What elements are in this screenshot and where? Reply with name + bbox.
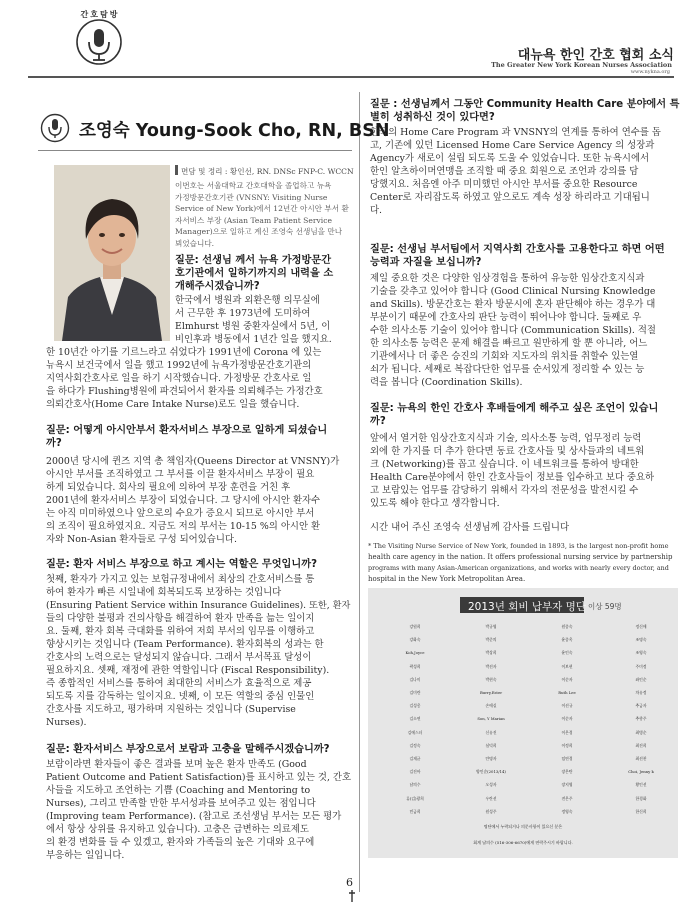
- body-line: 의뢰간호사(Home Care Intake Nurse)로도 일을 했습니다.: [46, 399, 300, 410]
- donor-name: 김진아: [409, 769, 421, 775]
- body-line: 2001년에 환자서비스 부장이 되었습니다. 그 당시에 아시안 환자수: [46, 495, 321, 506]
- donor-name: 최진희: [635, 742, 647, 748]
- donor-name: 최병순: [635, 729, 647, 735]
- donor-name: 원성주: [485, 808, 497, 814]
- donor-name: 조영숙: [635, 650, 647, 656]
- donor-name: 임연경: [561, 756, 573, 761]
- closing-thanks: 시간 내어 주신 조영숙 선생님께 감사를 드립니다: [370, 522, 570, 533]
- donor-name: 곽성희: [409, 663, 421, 669]
- donor-name: 한경화: [635, 795, 647, 801]
- donor-name: 추향주: [635, 716, 647, 722]
- donor-name: 심덕희: [485, 742, 497, 748]
- page-number: 6: [346, 876, 353, 889]
- donor-name: Burry,Ester: [479, 690, 503, 695]
- question-heading: 질문: 선생님 부서팀에서 지역사회 간호사를 고용한다고 하면 어떤: [370, 244, 665, 255]
- question-heading: 질문: 환자 서비스 부장으로 하고 계시는 역할은 무엇입니까?: [46, 559, 317, 570]
- donor-name: 추금자: [635, 703, 647, 709]
- donor-name: 김에스더: [407, 729, 423, 735]
- donor-name: 차유정: [635, 690, 647, 695]
- donor-name: 이은경: [561, 729, 573, 735]
- donor-name: 우란선: [485, 795, 497, 801]
- donor-name: 박준의: [485, 637, 497, 643]
- interview-credit: 면담 및 정리 : 황인선, RN. DNSc FNP-C. WCCN: [175, 165, 353, 178]
- donor-list-header: [368, 597, 678, 613]
- question-heading: 호기관에서 일하기까지의 내력을 소: [175, 268, 334, 279]
- name-rule: [38, 150, 352, 151]
- donor-name: 이보현: [561, 663, 573, 669]
- body-line: 있도록 해야 한다고 생각합니다.: [370, 498, 500, 509]
- body-line: 크 (Networking)를 꼽고 싶습니다. 이 네트워크를 통하여 방대한: [370, 459, 639, 470]
- body-line: 한국의 Home Care Program 과 VNSNY의 연계를 통하여 연수를 돕: [370, 127, 661, 138]
- body-line: 다.: [370, 205, 383, 216]
- question-heading: 질문 : 선생님께서 그동안 Community Health Care 분야에서 특: [370, 99, 680, 110]
- body-line: (Improving team Performance). (참고로 조선생님 부서는 모든 평가: [46, 811, 342, 822]
- body-line: 고, 기존에 있던 Licensed Home Care Service Agency 의 성장과: [370, 140, 655, 151]
- donor-name: 장은탄: [561, 769, 573, 775]
- body-line: 첫째, 환자가 가지고 있는 보험규정내에서 최상의 간호서비스를 통: [46, 574, 315, 585]
- question-heading: 능력과 자질을 보십니까?: [370, 257, 482, 268]
- body-line: (Ensuring Patient Service within Insurance Guidelines). 또한, 환자: [46, 600, 351, 611]
- donor-count: 이상 59명: [588, 602, 622, 611]
- donor-name: Ruth Lee: [558, 690, 576, 695]
- question-heading: 질문: 뉴욕의 한인 간호사 후배들에게 해주고 싶은 조언이 있습니: [370, 403, 659, 414]
- question-heading: 개해주시겠습니까?: [175, 281, 260, 292]
- body-line: 수한 의사소통 기술이 있어야 합니다 (Communication Skills). 적절: [370, 325, 656, 336]
- donor-name: 강원희: [409, 624, 421, 629]
- donor-name: 신유진: [485, 729, 497, 735]
- body-line: 쇠가 됩니다. 세째로 복잡다단한 업무를 순서있게 정리할 수 있는 능: [370, 364, 645, 375]
- donor-name: 안명자: [485, 756, 497, 761]
- newsletter-subtitle: The Greater New York Korean Nurses Association: [491, 61, 672, 69]
- body-line: Nurses).: [46, 717, 87, 728]
- donor-footer-line: 회계 남의수 (516-306-6670)에게 연락주시기 바랍니다.: [473, 840, 573, 845]
- body-line: Health Care분야에서 한인 간호사들이 정보를 입수하고 보다 중요하: [370, 472, 655, 483]
- donor-name: 한신희: [635, 808, 647, 814]
- donor-list-box: [368, 588, 678, 858]
- donor-name: 윤인숙: [561, 650, 573, 656]
- donor-name: 황인선: [635, 782, 647, 788]
- body-line: Nurses), 그리고 만족할 만한 부서성과를 보여주고 있는 점입니다: [46, 798, 316, 809]
- body-line: 부응하는 일입니다.: [46, 850, 125, 861]
- body-line: 의 조직이 필요하였지요. 지금도 저의 부서는 10-15 %의 아시안 환: [46, 521, 321, 532]
- donor-name: 양인순(2013/14): [476, 769, 506, 775]
- donor-name: 조명숙: [635, 637, 647, 643]
- body-line: Elmhurst 병원 중환자실에서 5년, 이: [175, 321, 331, 332]
- body-line: 부분이기 때문에 간호사의 판단 능력이 뛰어나야 합니다. 둘째로 우: [370, 312, 642, 323]
- donor-name: 전은주: [561, 795, 573, 801]
- body-line: 을 하다가 Flushing병원에 파견되어서 환자를 의뢰해주는 가정간호: [46, 386, 323, 397]
- donor-name: 이순자: [561, 716, 573, 722]
- donor-name: 정신애: [635, 624, 647, 629]
- body-line: 고 보람있는 업무를 감당하기 위해서 각자의 전문성을 발전시킬 수: [370, 485, 639, 496]
- body-line: 서 근무한 후 1973년에 도미하여: [175, 308, 311, 319]
- question-heading: 질문: 환자서비스 부장으로서 보람과 고충을 말해주시겠습니까?: [46, 744, 330, 755]
- donor-name: 김정숙: [409, 742, 421, 748]
- body-line: 하게 되었습니다. 회사의 필요에 의하여 부장 훈련을 거친 후: [46, 482, 291, 493]
- body-line: 보람이라면 환자들이 좋은 결과를 보며 높은 환자 만족도 (Good: [46, 759, 307, 770]
- body-line: 지역사회간호사로 일을 하기 시작했습니다. 가정방문 간호사로 일: [46, 373, 312, 384]
- body-line: Center로 자리잡도록 하였고 앞으로도 계속 성장 하리라고 기대됩니: [370, 192, 650, 203]
- body-line: 필요하지요. 셋째, 재정에 관한 역할입니다 (Fiscal Responsibility).: [46, 665, 330, 676]
- donor-name: 박규영: [485, 624, 497, 629]
- donor-name: 김미란: [409, 690, 421, 695]
- donor-name: 이정희: [561, 742, 573, 748]
- body-line: 요. 둘째, 환자 회복 극대화를 위하여 저희 부서의 임무를 이행하고: [46, 626, 315, 637]
- body-line: 비인후과 병동에서 1년간 일을 했지요.: [175, 334, 332, 345]
- body-line: 에서 항상 상위를 유지하고 있습니다). 고충은 급변하는 의료제도: [46, 824, 309, 835]
- body-line: 제일 중요한 것은 다양한 임상경험을 통하여 유능한 임상간호지식과: [370, 273, 645, 284]
- donor-list-title: 2013년 회비 납부자 명단: [468, 601, 586, 613]
- donor-name: 남의수: [409, 782, 421, 788]
- body-line: 들의 다양한 불평과 건의사항을 해결하여 환자 만족을 늚는 일이지: [46, 613, 315, 624]
- nursing-visit-logo: [74, 12, 124, 68]
- donor-name: 박현숙: [485, 676, 497, 682]
- donor-name: 손애실: [485, 703, 497, 709]
- body-line: 되도록 지를 감독하는 일이지요. 넷째, 이 모든 역할의 중심 인물인: [46, 691, 315, 702]
- body-line: 당했지요. 처음엔 아주 미미했던 아시안 부서를 중요한 Resource: [370, 179, 638, 190]
- body-line: 즉 종합적인 서비스를 통하여 최대한의 서비스가 효율적으로 제공: [46, 678, 312, 689]
- body-line: 하여 환자가 빠른 시일내에 회복되도록 보장하는 것입니다: [46, 587, 282, 598]
- body-line: Patient Outcome and Patient Satisfaction)를 표시하고 있는 것, 간호: [46, 772, 352, 783]
- newsletter-url: www.nykna.org: [630, 69, 670, 75]
- donor-footer-line: 명단에서 누락되거나 의문사항이 있으신 분은: [483, 824, 563, 829]
- page-ornament-icon: [348, 890, 356, 902]
- donor-name: 김재균: [409, 756, 421, 761]
- question-heading: 별히 성취하신 것이 있다면?: [370, 112, 495, 123]
- question-heading: 질문: 선생님 께서 뉴욕 가정방문간: [175, 255, 332, 266]
- donor-name: 원종숙: [561, 624, 573, 629]
- header-rule: [28, 76, 674, 78]
- interviewee-name: 조영숙 Young-Sook Cho, RN, BSN: [79, 121, 390, 141]
- vnsny-footnote: * The Visiting Nurse Service of New York, founded in 1893, is the largest non-profit home health care agency in the nation. It offers professional nursing service by partnership programs with many Asian-American organizations, and works with nearly every doctor, and hospital in the New York Metropolitan Area.: [368, 542, 673, 583]
- donor-name: 민금희: [409, 808, 421, 814]
- donor-name: 이선규: [561, 703, 573, 709]
- newsletter-title: 대뉴욕 한인 간호 협회 소식: [517, 48, 674, 63]
- donor-name: 강화숙: [409, 637, 421, 643]
- body-line: Agency가 새로이 설립 되도록 도울 수 있었습니다. 또한 뉴욕시에서: [370, 153, 650, 164]
- body-line: and Skills). 방문간호는 환자 방문시에 혼자 판단해야 하는 경우가 대: [370, 299, 656, 310]
- donor-name: 정영숙: [561, 808, 573, 814]
- donor-name: Choi, Jenny k: [628, 769, 654, 775]
- donor-name: 주미정: [635, 663, 647, 669]
- donor-name: 좌인순: [635, 676, 647, 682]
- donor-name: 김나미: [409, 676, 421, 682]
- logo-text: 간호탐방: [80, 10, 120, 19]
- column-divider: [359, 92, 360, 892]
- body-line: 한 의사소통 능력은 문제 해결을 빠르고 원만하게 할 뿐 아니라, 어느: [370, 338, 648, 349]
- body-line: 앞에서 열거한 임상간호지식과 기술, 의사소통 능력, 업무정리 능력: [370, 433, 642, 444]
- intro-paragraph: 이번호는 서울대학교 간호대학을 졸업하고 뉴욕 가정방문간호기관 (VNSNY: Visiting Nurse Service of New York)에서 12년간 아시안 부서 환 자서비스 부장 (Asian Team Patient Service Manager)으로 일하고 계신 조영숙 선생님을 만나 뵈었습니다.: [175, 181, 349, 248]
- donor-name: 이순자: [561, 676, 573, 682]
- body-line: 자와 Non-Asian 환자들로 구성 되어있습니다.: [46, 534, 237, 545]
- donor-name: Son, Y Marian: [477, 716, 505, 722]
- microphone-icon: [40, 113, 70, 143]
- body-line: 2000년 당시에 퀸즈 지역 총 책임자(Queens Director at VNSNY)가: [46, 456, 340, 467]
- question-heading: 질문: 어떻게 아시안부서 환자서비스 부장으로 일하게 되셨습니: [46, 425, 328, 436]
- donor-name: 최선찬: [635, 756, 647, 761]
- portrait-photo: [54, 165, 170, 341]
- body-line: 향상시키는 것입니다 (Team Performance). 환자회복의 성과는 한: [46, 639, 324, 650]
- donor-name: Koh,Joyce: [405, 650, 425, 656]
- body-line: 의 환경 변화를 들 수 있겠고, 환자와 가족들의 높은 기대와 요구에: [46, 837, 315, 848]
- body-line: 간호사의 노력으로는 달성되지 않습니다. 그래서 부서목표 달성이: [46, 652, 312, 663]
- body-line: 뉴욕시 보건국에서 일을 했고 1992년에 뉴욕가정방문간호기관의: [46, 360, 312, 371]
- donor-name: 장지영: [561, 782, 573, 788]
- body-line: 한국에서 병원과 외환은행 의무실에: [175, 295, 320, 306]
- donor-name: 박선자: [485, 663, 497, 669]
- body-line: 는 아직 미미하였으나 앞으로의 수요가 증요시 되므로 아시안 부서: [46, 508, 315, 519]
- donor-name: 류(김)광희: [406, 795, 424, 801]
- donor-name: 김소연: [409, 716, 421, 722]
- body-line: 외에 한 가지를 더 추가 한다면 동료 간호사들 및 상사들과의 네트워: [370, 446, 645, 457]
- body-line: 기술을 갖추고 있어야 합니다 (Good Clinical Nursing Knowledge: [370, 286, 656, 297]
- donor-name: 오성자: [485, 782, 497, 788]
- body-line: 력을 봅니다 (Coordination Skills).: [370, 377, 523, 388]
- question-heading: 까?: [370, 416, 386, 427]
- body-line: 한 10년간 아기를 기르느라고 쉬었다가 1991년에 Corona 에 있는: [46, 347, 322, 358]
- donor-name: 박상희: [485, 650, 497, 656]
- body-line: 기관에서나 더 좋은 승진의 기회와 지도자의 위치를 취할수 있는열: [370, 351, 639, 362]
- question-heading: 까?: [46, 438, 62, 449]
- body-line: 간호사를 지도하고, 평가하며 지원하는 것입니다 (Supervise: [46, 704, 296, 715]
- body-line: 사들을 지도하고 조언하는 기쁨 (Coaching and Mentoring to: [46, 785, 311, 796]
- donor-name: 김성옹: [409, 703, 421, 709]
- body-line: 한인 알츠하이머연맹을 조직할 때 중요 회원으로 조언과 강의를 담: [370, 166, 639, 177]
- donor-name: 윤종옥: [561, 637, 573, 643]
- body-line: 아시안 부서를 조직하였고 그 부서를 이끌 환자서비스 부장이 필요: [46, 469, 315, 480]
